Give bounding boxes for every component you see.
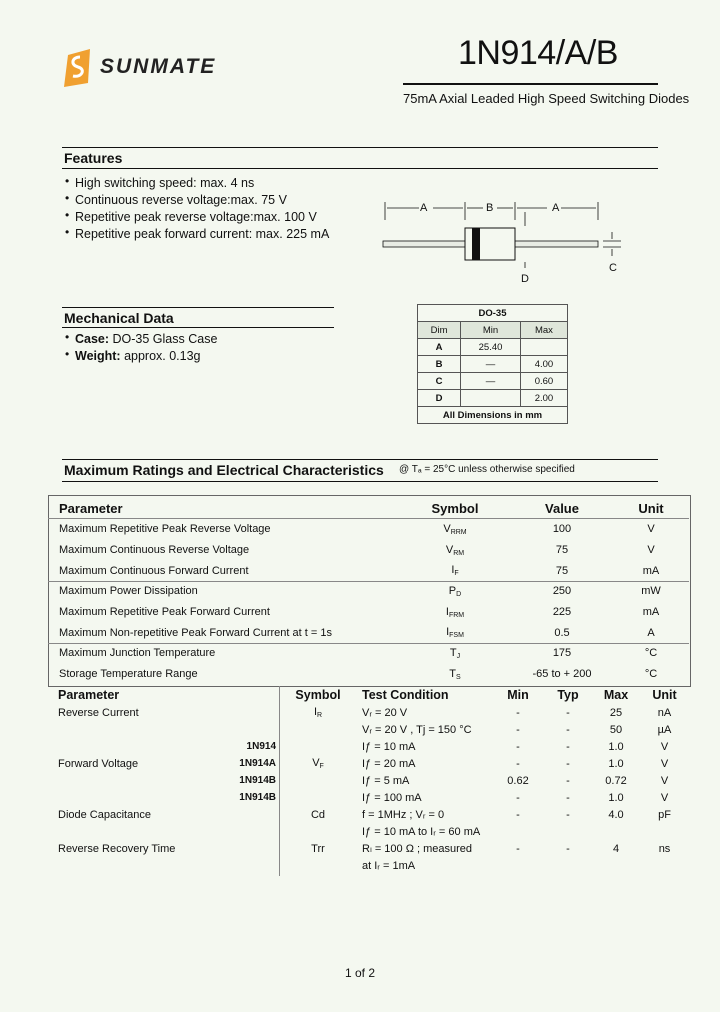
max-cell (592, 857, 640, 874)
table-row (48, 540, 689, 561)
typ-cell (544, 823, 592, 840)
param-cell: Maximum Repetitive Peak Forward Current (59, 606, 270, 619)
features-list (65, 176, 329, 244)
unit-cell: µA (657, 723, 672, 736)
table-row (48, 721, 689, 738)
unit-cell: V (647, 523, 655, 536)
symbol-cell (288, 721, 348, 738)
table-title: DO-35 (418, 305, 568, 322)
value-cell: -65 to + 200 (532, 668, 592, 681)
typ-cell: - (566, 808, 570, 821)
value-cell: 100 (552, 523, 572, 536)
variant-cell: 1N914B (239, 775, 276, 786)
unit-cell: V (660, 774, 669, 787)
table-row (48, 704, 689, 721)
param-cell: Maximum Junction Temperature (59, 647, 216, 660)
table-row (48, 622, 689, 643)
symbol-cell: $T_J$ (449, 646, 461, 660)
value-cell: 250 (552, 585, 572, 598)
condition-cell: Iƒ = 10 mA (362, 740, 416, 753)
variant-cell: 1N914B (239, 792, 276, 803)
symbol-cell: Cd (310, 808, 326, 821)
unit-cell: °C (644, 647, 658, 660)
min-cell (492, 823, 544, 840)
table-header: Value (545, 500, 579, 516)
table-header: Min (507, 688, 529, 702)
table-row (48, 840, 689, 857)
rule (62, 327, 334, 328)
title-rule (403, 83, 658, 85)
condition-cell: at Iᵣ = 1mA (362, 859, 416, 872)
logo (60, 45, 250, 89)
symbol-cell (288, 823, 348, 840)
param-cell: Maximum Continuous Forward Current (59, 564, 249, 577)
min-cell: 0.62 (507, 774, 529, 787)
unit-cell: A (647, 626, 655, 639)
value-cell: 225 (552, 606, 572, 619)
symbol-cell: $I_R$ (313, 706, 323, 719)
table-header: Parameter (58, 688, 120, 702)
table-row (48, 602, 689, 623)
dim-label-a: A (552, 202, 560, 214)
typ-cell: - (566, 842, 570, 855)
symbol-cell (288, 738, 348, 755)
package-dimension-table (417, 304, 568, 424)
variant-cell: 1N914A (239, 758, 276, 769)
unit-cell: mW (641, 585, 661, 598)
param-cell: Diode Capacitance (58, 808, 151, 821)
table-row (48, 755, 689, 772)
symbol-cell (288, 857, 348, 874)
table-header: Unit (652, 688, 677, 702)
param-cell: Maximum Non-repetitive Peak Forward Current at t = 1s (59, 626, 332, 639)
param-cell (48, 789, 226, 806)
value-cell: 75 (555, 544, 569, 557)
list-item: • High switching speed: max. 4 ns (65, 176, 329, 193)
rule (62, 481, 658, 482)
logo-text: SUNMATE (100, 55, 217, 78)
param-cell: Maximum Continuous Reverse Voltage (59, 544, 250, 557)
list-item: • Case: DO-35 Glass Case (65, 332, 217, 349)
table-row (48, 789, 689, 806)
max-cell: 1.0 (608, 740, 624, 753)
table-row (48, 738, 689, 755)
condition-cell: Vᵣ = 20 V (362, 706, 408, 719)
unit-cell (640, 857, 689, 874)
param-cell: Maximum Repetitive Peak Reverse Voltage (59, 523, 271, 536)
table-footer: All Dimensions in mm (418, 407, 568, 424)
unit-cell: V (660, 740, 669, 753)
min-cell: - (516, 842, 520, 855)
diode-outline-diagram (375, 192, 635, 292)
condition-cell: f = 1MHz ; Vᵣ = 0 (362, 808, 445, 821)
condition-cell: Iƒ = 10 mA to Iᵣ = 60 mA (362, 825, 481, 838)
max-cell: 4 (612, 842, 620, 855)
logo-icon (60, 45, 96, 89)
unit-cell: °C (644, 668, 658, 681)
table-row (48, 806, 689, 823)
rule (62, 307, 334, 308)
dim-label-d: D (521, 273, 529, 285)
ratings-note: @ Tₐ = 25°C unless otherwise specified (399, 464, 575, 475)
value-cell: 75 (555, 564, 569, 577)
typ-cell: - (566, 706, 570, 719)
value-cell: 0.5 (554, 626, 570, 639)
table-row (48, 664, 689, 685)
ratings-table (48, 497, 689, 685)
condition-cell: Iƒ = 100 mA (362, 791, 422, 804)
symbol-cell: $V_F$ (312, 757, 324, 770)
min-cell: - (516, 757, 520, 770)
param-cell: Storage Temperature Range (59, 668, 198, 681)
unit-cell: V (660, 757, 669, 770)
typ-cell: - (566, 791, 570, 804)
symbol-cell: $P_D$ (448, 584, 462, 598)
symbol-cell: $V_{RM}$ (445, 543, 465, 557)
variant-cell: 1N914 (246, 741, 276, 752)
table-row: C — 0.60 (418, 373, 568, 390)
list-item: • Repetitive peak reverse voltage:max. 100 V (65, 210, 329, 227)
param-cell: Maximum Power Dissipation (59, 585, 198, 598)
column-divider (279, 686, 280, 876)
table-header: Symbol (295, 688, 341, 702)
typ-cell (544, 857, 592, 874)
rule (62, 147, 658, 148)
table-row: D 2.00 (418, 390, 568, 407)
table-header: Max (520, 322, 567, 339)
max-cell: 0.72 (605, 774, 627, 787)
table-header: Unit (638, 500, 664, 516)
symbol-cell (288, 789, 348, 806)
min-cell: - (516, 740, 520, 753)
param-cell (48, 721, 226, 738)
condition-cell: Iƒ = 20 mA (362, 757, 416, 770)
param-cell (48, 738, 226, 755)
table-header: Dim (418, 322, 461, 339)
electrical-table (48, 686, 689, 874)
rule (62, 459, 658, 460)
list-item: • Weight: approx. 0.13g (65, 349, 217, 366)
symbol-cell: $V_{RRM}$ (443, 522, 467, 536)
table-row (48, 772, 689, 789)
rule (48, 643, 689, 644)
page-number: 1 of 2 (345, 966, 376, 980)
table-header: Parameter (59, 500, 123, 516)
table-row (48, 857, 689, 874)
min-cell: - (516, 723, 520, 736)
unit-cell: V (660, 791, 669, 804)
typ-cell: - (566, 757, 570, 770)
dim-label-b: B (486, 202, 494, 214)
subtitle: 75mA Axial Leaded High Speed Switching Diodes (403, 91, 690, 106)
rule (62, 168, 658, 169)
list-item: • Repetitive peak forward current: max. 225 mA (65, 227, 329, 244)
dim-label-c: C (609, 262, 617, 274)
rule (48, 581, 689, 582)
table-row (48, 643, 689, 664)
unit-cell: nA (657, 706, 672, 719)
max-cell: 1.0 (608, 791, 624, 804)
mechanical-list (65, 332, 217, 366)
mechanical-heading: Mechanical Data (64, 310, 174, 326)
table-header: Symbol (431, 500, 479, 516)
min-cell: - (516, 791, 520, 804)
max-cell: 25 (609, 706, 623, 719)
unit-cell: pF (658, 808, 671, 821)
max-cell: 50 (609, 723, 623, 736)
table-row (48, 519, 689, 540)
max-cell: 4.0 (608, 808, 624, 821)
list-item: • Continuous reverse voltage:max. 75 V (65, 193, 329, 210)
unit-cell: V (647, 544, 655, 557)
symbol-cell: Trr (311, 842, 325, 855)
table-header: Typ (557, 688, 579, 702)
min-cell (492, 857, 544, 874)
table-header: Test Condition (362, 688, 449, 702)
param-cell (48, 772, 226, 789)
unit-cell: mA (642, 606, 660, 619)
min-cell: - (516, 706, 520, 719)
table-row (48, 581, 689, 602)
typ-cell: - (566, 774, 570, 787)
symbol-cell: $T_S$ (449, 667, 461, 681)
table-row: A 25.40 (418, 339, 568, 356)
condition-cell: Vᵣ = 20 V , Tj = 150 °C (362, 723, 472, 736)
features-heading: Features (64, 150, 123, 166)
symbol-cell: $I_F$ (451, 564, 459, 578)
condition-cell: Iƒ = 5 mA (362, 774, 410, 787)
table-row (48, 823, 689, 840)
typ-cell: - (566, 740, 570, 753)
symbol-cell: $I_{FRM}$ (445, 605, 465, 619)
value-cell: 175 (552, 647, 572, 660)
table-header: Max (603, 688, 629, 702)
max-cell: 1.0 (608, 757, 624, 770)
page-title: 1N914/A/B (458, 34, 618, 72)
max-cell (592, 823, 640, 840)
unit-cell (640, 823, 689, 840)
symbol-cell: $I_{FSM}$ (446, 626, 464, 640)
condition-cell: Rₗ = 100 Ω ; measured (362, 843, 473, 855)
param-cell: Reverse Current (58, 706, 139, 719)
table-row: B — 4.00 (418, 356, 568, 373)
param-cell (48, 857, 226, 874)
dim-label-a: A (420, 202, 428, 214)
param-cell (48, 823, 226, 840)
table-header: Min (461, 322, 521, 339)
rule (48, 518, 689, 519)
symbol-cell (288, 772, 348, 789)
unit-cell: ns (658, 842, 671, 855)
table-row (48, 560, 689, 581)
param-cell: Reverse Recovery Time (58, 842, 176, 855)
min-cell: - (516, 808, 520, 821)
typ-cell: - (566, 723, 570, 736)
unit-cell: mA (642, 564, 660, 577)
param-cell: Forward Voltage (58, 757, 139, 770)
ratings-heading: Maximum Ratings and Electrical Characteristics (64, 462, 384, 478)
